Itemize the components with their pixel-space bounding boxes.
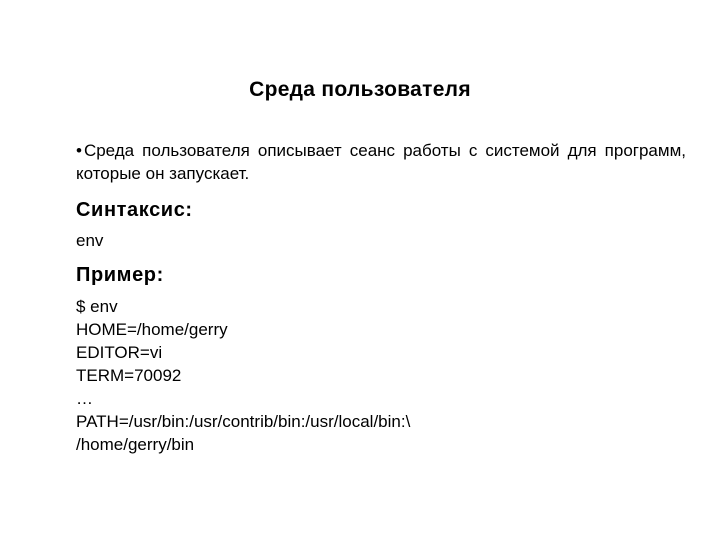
example-line: EDITOR=vi — [76, 343, 163, 362]
example-line: $ env — [76, 297, 118, 316]
bullet-paragraph — [76, 139, 686, 185]
syntax-heading: Синтаксис: — [76, 199, 193, 221]
bullet-text: Среда пользователя описывает сеанс работы с системой для программ, которые он запускает. — [76, 141, 686, 183]
bullet-marker: • — [76, 141, 82, 160]
slide-title: Среда пользователя — [249, 78, 471, 101]
example-heading: Пример: — [76, 264, 164, 286]
example-output — [76, 295, 686, 456]
example-line: … — [76, 389, 93, 408]
example-line: TERM=70092 — [76, 366, 182, 385]
example-line: /home/gerry/bin — [76, 435, 195, 454]
example-line: HOME=/home/gerry — [76, 320, 228, 339]
slide-content — [76, 139, 686, 456]
example-line: PATH=/usr/bin:/usr/contrib/bin:/usr/local/bin:\ — [76, 412, 411, 431]
syntax-command: env — [76, 231, 104, 250]
